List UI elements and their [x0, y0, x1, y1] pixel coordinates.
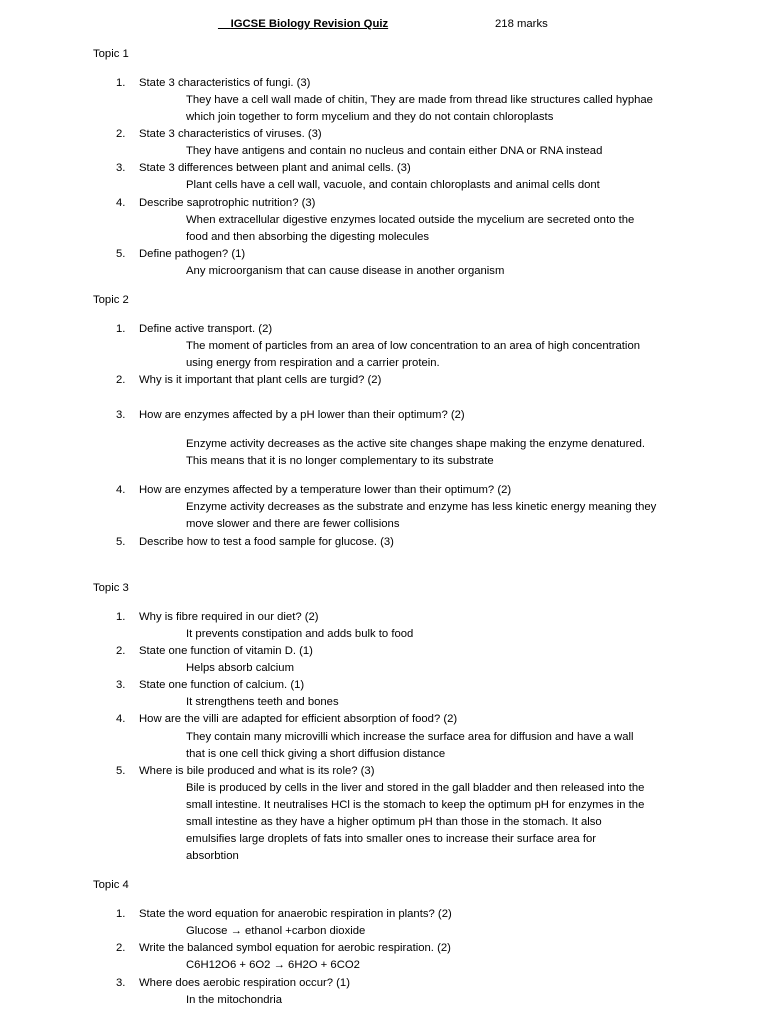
answer-line: small intestine. It neutralises HCl is the stomach to keep the optimum pH for enzymes in the: [186, 799, 645, 811]
question-number: 2.: [116, 374, 126, 386]
question-text: State 3 characteristics of fungi. (3): [139, 77, 311, 89]
answer-line: This means that it is no longer complementary to its substrate: [186, 455, 494, 467]
answer-line: Enzyme activity decreases as the active site changes shape making the enzyme denatured.: [186, 438, 646, 450]
question-number: 5.: [116, 536, 126, 548]
topic-heading: Topic 1: [93, 48, 129, 60]
question-number: 5.: [116, 765, 126, 777]
question-text: Define pathogen? (1): [139, 248, 246, 260]
question-text: Define active transport. (2): [139, 323, 273, 335]
question-number: 1.: [116, 908, 126, 920]
question-text: Describe saprotrophic nutrition? (3): [139, 197, 316, 209]
answer-line: absorbtion: [186, 850, 239, 862]
question-text: State one function of calcium. (1): [139, 679, 305, 691]
topic-heading: Topic 4: [93, 879, 129, 891]
question-number: 1.: [116, 77, 126, 89]
question-text: State one function of vitamin D. (1): [139, 645, 313, 657]
answer-line: using energy from respiration and a carrier protein.: [186, 357, 440, 369]
page-title: __IGCSE Biology Revision Quiz: [218, 18, 389, 30]
answer-line: emulsifies large droplets of fats into smaller ones to increase their surface area for: [186, 833, 597, 845]
topic-heading: Topic 2: [93, 294, 129, 306]
question-text: State the word equation for anaerobic respiration in plants? (2): [139, 908, 452, 920]
answer-line: Any microorganism that can cause disease in another organism: [186, 265, 505, 277]
total-marks: 218 marks: [495, 18, 548, 30]
question-number: 2.: [116, 942, 126, 954]
question-text: Write the balanced symbol equation for aerobic respiration. (2): [139, 942, 451, 954]
answer-line: move slower and there are fewer collisions: [186, 518, 400, 530]
answer-line: C6H12O6 + 6O2 → 6H2O + 6CO2: [186, 959, 360, 971]
question-text: Where does aerobic respiration occur? (1): [139, 977, 350, 989]
answer-line: It strengthens teeth and bones: [186, 696, 339, 708]
question-number: 4.: [116, 484, 126, 496]
question-number: 3.: [116, 409, 126, 421]
question-number: 3.: [116, 679, 126, 691]
answer-line: They contain many microvilli which increase the surface area for diffusion and have a wall: [186, 731, 634, 743]
question-number: 5.: [116, 248, 126, 260]
topic-heading: Topic 3: [93, 582, 129, 594]
question-number: 1.: [116, 611, 126, 623]
answer-line: Helps absorb calcium: [186, 662, 294, 674]
answer-line: small intestine as they have a higher optimum pH than those in the stomach. It also: [186, 816, 602, 828]
answer-line: In the mitochondria: [186, 994, 283, 1006]
question-number: 3.: [116, 977, 126, 989]
question-number: 4.: [116, 713, 126, 725]
question-text: How are enzymes affected by a pH lower than their optimum? (2): [139, 409, 465, 421]
question-number: 1.: [116, 323, 126, 335]
answer-line: They have antigens and contain no nucleus and contain either DNA or RNA instead: [186, 145, 603, 157]
answer-line: food and then absorbing the digesting molecules: [186, 231, 430, 243]
answer-line: Bile is produced by cells in the liver and stored in the gall bladder and then released into the: [186, 782, 645, 794]
answer-line: When extracellular digestive enzymes located outside the mycelium are secreted onto the: [186, 214, 635, 226]
question-number: 3.: [116, 162, 126, 174]
answer-line: that is one cell thick giving a short diffusion distance: [186, 748, 446, 760]
question-text: Why is fibre required in our diet? (2): [139, 611, 319, 623]
answer-line: Plant cells have a cell wall, vacuole, and contain chloroplasts and animal cells dont: [186, 179, 600, 191]
question-text: How are the villi are adapted for efficient absorption of food? (2): [139, 713, 458, 725]
question-text: How are enzymes affected by a temperature lower than their optimum? (2): [139, 484, 512, 496]
question-number: 2.: [116, 128, 126, 140]
answer-line: The moment of particles from an area of low concentration to an area of high concentration: [186, 340, 641, 352]
answer-line: Glucose → ethanol +carbon dioxide: [186, 925, 366, 937]
question-number: 4.: [116, 197, 126, 209]
answer-line: They have a cell wall made of chitin, They are made from thread like structures called hyphae: [186, 94, 653, 106]
question-text: Why is it important that plant cells are turgid? (2): [139, 374, 382, 386]
question-number: 2.: [116, 645, 126, 657]
question-text: Where is bile produced and what is its role? (3): [139, 765, 375, 777]
question-text: Describe how to test a food sample for glucose. (3): [139, 536, 394, 548]
answer-line: It prevents constipation and adds bulk to food: [186, 628, 414, 640]
answer-line: which join together to form mycelium and they do not contain chloroplasts: [186, 111, 554, 123]
answer-line: Enzyme activity decreases as the substrate and enzyme has less kinetic energy meaning they: [186, 501, 657, 513]
question-text: State 3 differences between plant and animal cells. (3): [139, 162, 411, 174]
question-text: State 3 characteristics of viruses. (3): [139, 128, 322, 140]
